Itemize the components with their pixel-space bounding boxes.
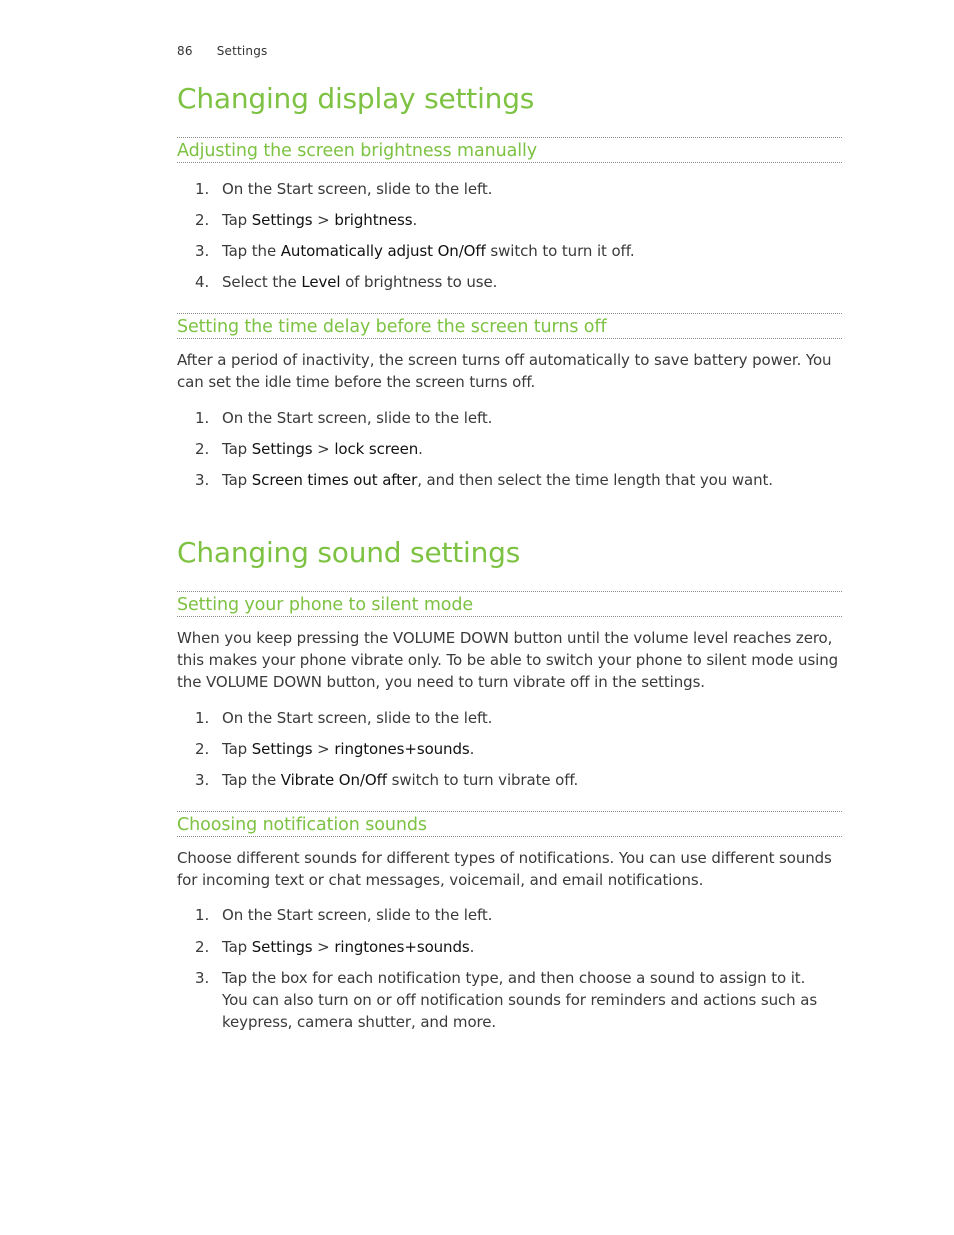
ui-term: Screen times out after — [251, 471, 418, 489]
step-number: 3. — [195, 969, 210, 987]
step — [195, 707, 835, 729]
step-text-run: On the Start screen, slide to the left. — [222, 180, 493, 198]
step-text — [222, 936, 835, 958]
step-text-run: Tap the box for each notification type, and then choose a sound to assign to it. You can also turn on or off notification sounds for reminders and actions such as keypress, camera shutter, and more. — [222, 969, 818, 1031]
step-number: 3. — [195, 471, 210, 489]
step — [195, 209, 835, 231]
step-number: 2. — [195, 740, 210, 758]
step-text — [222, 178, 835, 200]
step-text-run: . — [418, 440, 423, 458]
step-text — [222, 707, 835, 729]
step-text-run: , and then select the time length that you want. — [417, 471, 773, 489]
ui-term: Settings — [251, 938, 313, 956]
step-number: 3. — [195, 242, 210, 260]
step-number: 2. — [195, 211, 210, 229]
step-text-run: > — [312, 740, 335, 758]
step-text — [222, 271, 835, 293]
section-title-sound: Changing sound settings — [177, 536, 521, 569]
ui-term: Vibrate On/Off — [280, 771, 387, 789]
step-text — [222, 738, 835, 760]
step-number: 1. — [195, 180, 210, 198]
step — [195, 967, 835, 1033]
step — [195, 438, 835, 460]
step-text-run: Tap — [222, 938, 252, 956]
step-text — [222, 240, 835, 262]
ui-term: Settings — [251, 740, 313, 758]
step-number: 4. — [195, 273, 210, 291]
step-text — [222, 407, 835, 429]
step-text — [222, 469, 835, 491]
intro-paragraph: Choose different sounds for different types of notifications. You can use different sounds for incoming text or chat messages, voicemail, and email notifications. — [177, 849, 832, 889]
step-number: 3. — [195, 771, 210, 789]
intro-paragraph: When you keep pressing the VOLUME DOWN button until the volume level reaches zero, this makes your phone vibrate only. To be able to switch your phone to silent mode using the VOLUME DOWN button, you need to turn vibrate off in the settings. — [177, 629, 839, 691]
subsection-heading-brightness: Adjusting the screen brightness manually — [177, 137, 842, 163]
step-text — [222, 209, 835, 231]
step-text-run: On the Start screen, slide to the left. — [222, 906, 493, 924]
ui-term: ringtones+sounds — [334, 740, 470, 758]
step — [195, 469, 835, 491]
ui-term: Settings — [251, 211, 313, 229]
ui-term: Level — [301, 273, 341, 291]
step-text-run: . — [412, 211, 418, 229]
ui-term: ringtones+sounds — [334, 938, 470, 956]
step — [195, 769, 835, 791]
step — [195, 240, 835, 262]
subsection-heading-time-delay: Setting the time delay before the screen turns off — [177, 313, 842, 339]
subsection-heading-notification-sounds: Choosing notification sounds — [177, 811, 842, 837]
step-text — [222, 967, 835, 1033]
step-number: 1. — [195, 709, 210, 727]
step-text-run: > — [312, 211, 335, 229]
step-text — [222, 438, 835, 460]
step-text-run: Tap the — [222, 771, 281, 789]
step-text-run: switch to turn vibrate off. — [386, 771, 579, 789]
step — [195, 904, 835, 926]
step — [195, 407, 835, 429]
step-number: 2. — [195, 440, 210, 458]
step-number: 1. — [195, 906, 210, 924]
intro-paragraph: After a period of inactivity, the screen turns off automatically to save battery power. You can set the idle time before the screen turns off. — [177, 351, 832, 391]
ui-term: Automatically adjust On/Off — [280, 242, 486, 260]
step-text-run: . — [469, 938, 475, 956]
step — [195, 271, 835, 293]
step-text-run: of brightness to use. — [340, 273, 498, 291]
step-text-run: > — [312, 440, 335, 458]
step-text-run: Tap — [222, 211, 252, 229]
step — [195, 936, 835, 958]
step-text-run: Select the — [222, 273, 302, 291]
running-head — [177, 44, 268, 58]
step-number: 1. — [195, 409, 210, 427]
step-text-run: Tap — [222, 440, 252, 458]
subsection-heading-silent-mode: Setting your phone to silent mode — [177, 591, 842, 617]
step-number: 2. — [195, 938, 210, 956]
step-text-run: . — [469, 740, 475, 758]
ui-term: Settings — [251, 440, 313, 458]
step — [195, 178, 835, 200]
step-text-run: Tap — [222, 471, 252, 489]
ui-term: brightness — [334, 211, 413, 229]
step-text-run: > — [312, 938, 335, 956]
step-text-run: On the Start screen, slide to the left. — [222, 709, 493, 727]
step-text — [222, 904, 835, 926]
step-text-run: Tap — [222, 740, 252, 758]
step — [195, 738, 835, 760]
step-text-run: switch to turn it off. — [485, 242, 635, 260]
step-text-run: On the Start screen, slide to the left. — [222, 409, 493, 427]
ui-term: lock screen — [334, 440, 419, 458]
section-title-display: Changing display settings — [177, 82, 535, 115]
step-text — [222, 769, 835, 791]
page-number: 86 — [177, 44, 193, 58]
running-head-section: Settings — [216, 44, 268, 58]
step-text-run: Tap the — [222, 242, 281, 260]
